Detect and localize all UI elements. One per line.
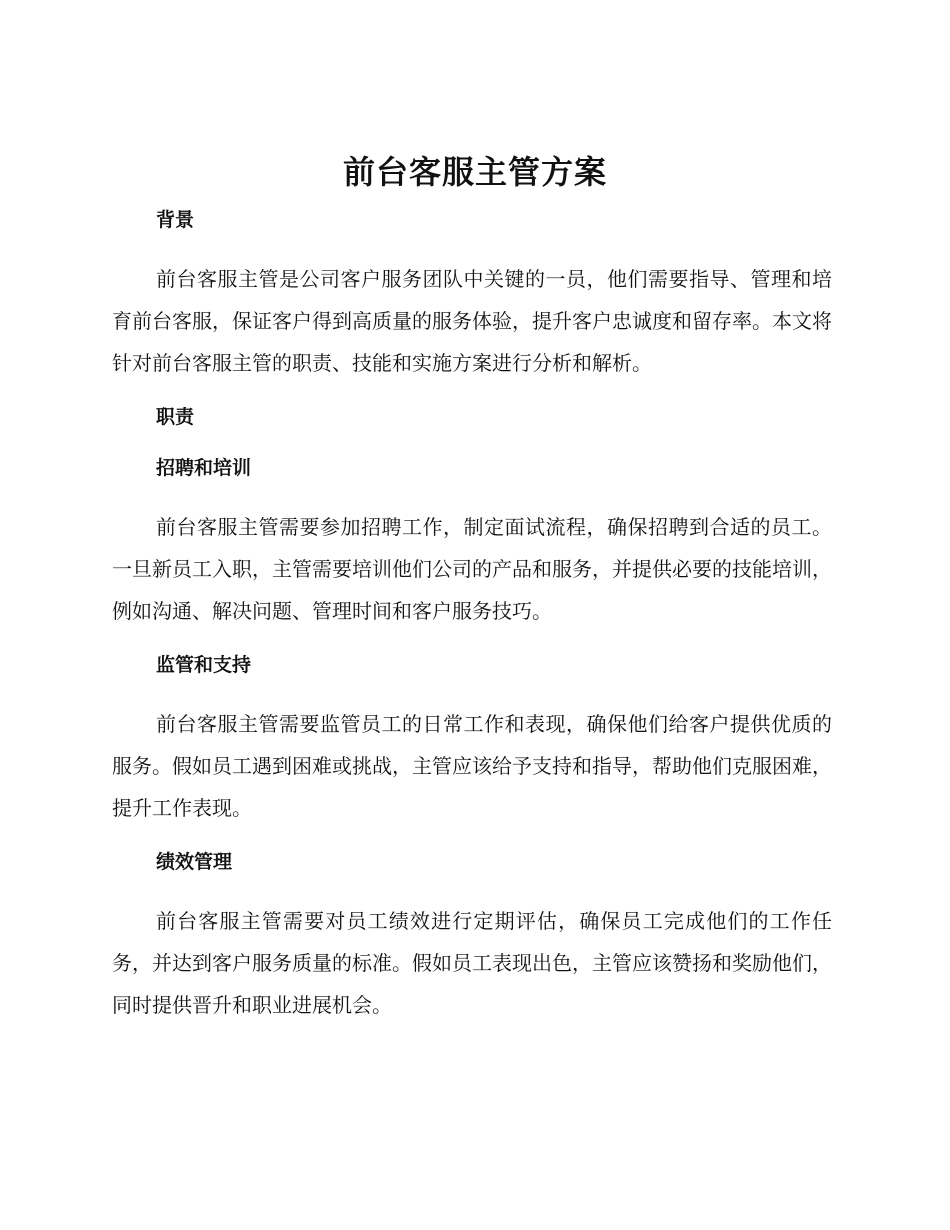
section-heading-supervision: 监管和支持 xyxy=(156,654,252,676)
section-heading-recruitment: 招聘和培训 xyxy=(156,457,252,479)
section-paragraph-recruitment: 前台客服主管需要参加招聘工作，制定面试流程，确保招聘到合适的员工。一旦新员工入职，主管需要培训他们公司的产品和服务，并提供必要的技能培训，例如沟通、解决问题、管理时间和客户服务技巧。 xyxy=(112,515,832,623)
section-paragraph-supervision: 前台客服主管需要监管员工的日常工作和表现，确保他们给客户提供优质的服务。假如员工遇到困难或挑战，主管应该给予支持和指导，帮助他们克服困难，提升工作表现。 xyxy=(112,712,832,820)
document-body xyxy=(112,205,832,1026)
section-heading-performance: 绩效管理 xyxy=(156,851,233,873)
section-paragraph-performance: 前台客服主管需要对员工绩效进行定期评估，确保员工完成他们的工作任务，并达到客户服务质量的标准。假如员工表现出色，主管应该赞扬和奖励他们，同时提供晋升和职业进展机会。 xyxy=(112,909,832,1017)
section-heading-background: 背景 xyxy=(156,209,195,231)
section-heading-duties: 职责 xyxy=(156,406,195,428)
section-paragraph-background: 前台客服主管是公司客户服务团队中关键的一员，他们需要指导、管理和培育前台客服，保证客户得到高质量的服务体验，提升客户忠诚度和留存率。本文将针对前台客服主管的职责、技能和实施方案进行分析和解析。 xyxy=(112,267,832,375)
document-title: 前台客服主管方案 xyxy=(342,153,607,191)
